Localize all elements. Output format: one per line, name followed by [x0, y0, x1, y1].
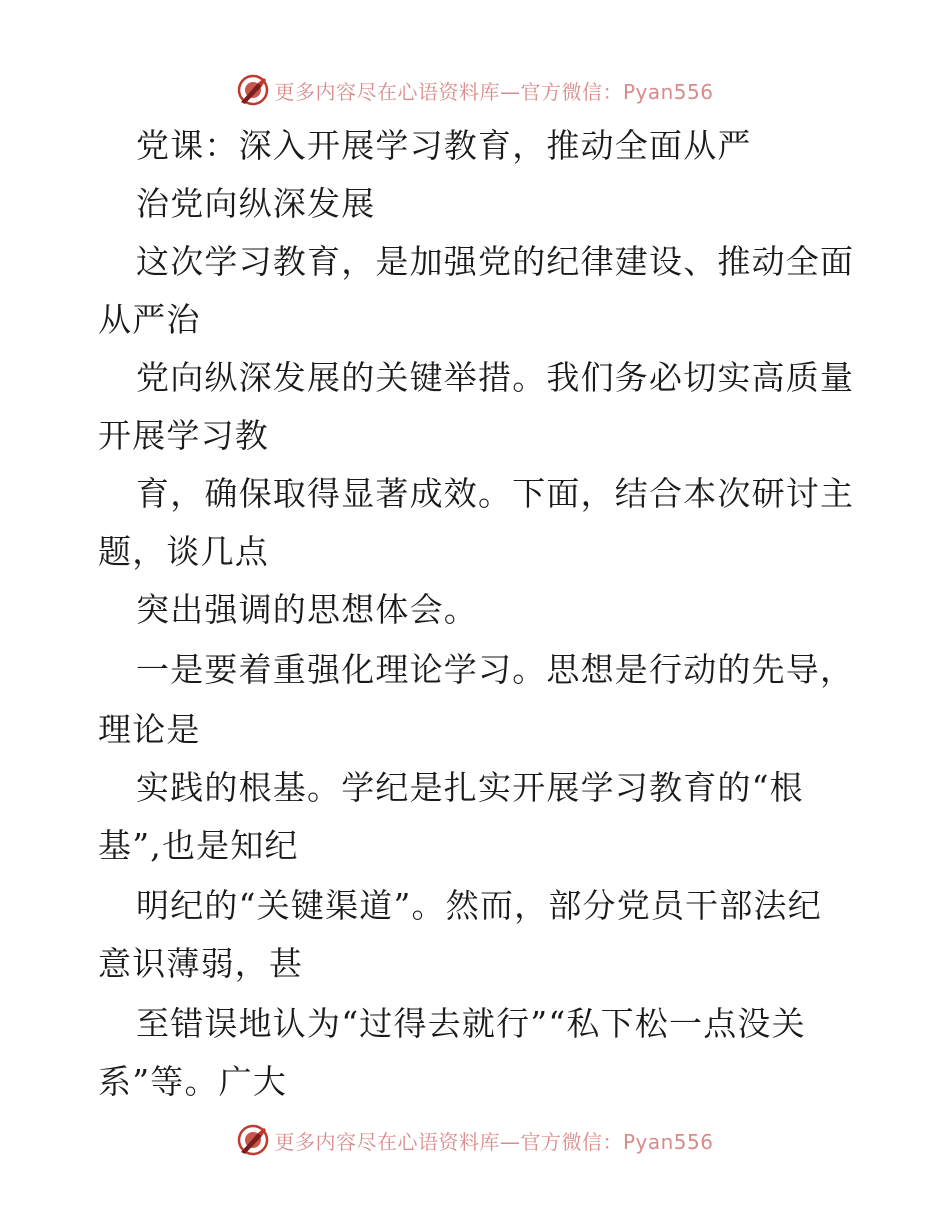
header-watermark-banner	[0, 70, 950, 110]
text-line: 理论是	[98, 710, 201, 749]
text-line: 育，确保取得显著成效。下面，结合本次研讨主	[136, 474, 855, 513]
watermark-text: 更多内容尽在心语资料库—官方微信：Pyan556	[274, 79, 714, 104]
text-line: 意识薄弱，甚	[98, 944, 304, 983]
pen-logo-icon	[236, 73, 270, 107]
text-line: 一是要着重强化理论学习。思想是行动的先导，	[136, 650, 855, 689]
watermark-text: 更多内容尽在心语资料库—官方微信：Pyan556	[274, 1129, 714, 1154]
text-line: 基”,也是知纪	[98, 826, 299, 865]
text-line: 党向纵深发展的关键举措。我们务必切实高质量	[136, 358, 855, 397]
footer-watermark-banner	[0, 1120, 950, 1160]
text-line: 明纪的“关键渠道”。然而，部分党员干部法纪	[136, 886, 822, 925]
pen-logo-icon	[236, 1123, 270, 1157]
text-line: 突出强调的思想体会。	[136, 590, 478, 629]
text-line: 实践的根基。学纪是扎实开展学习教育的“根	[136, 768, 804, 807]
text-line: 从严治	[98, 300, 201, 339]
text-line: 这次学习教育，是加强党的纪律建设、推动全面	[136, 242, 855, 281]
document-body	[0, 118, 950, 1108]
title-line-2: 治党向纵深发展	[136, 184, 376, 223]
text-line: 开展学习教	[98, 416, 269, 455]
text-line: 至错误地认为“过得去就行”“私下松一点没关	[136, 1004, 806, 1043]
text-line: 系”等。广大	[98, 1062, 288, 1101]
text-line: 题，谈几点	[98, 532, 269, 571]
title-line-1: 党课：深入开展学习教育，推动全面从严	[136, 126, 752, 165]
